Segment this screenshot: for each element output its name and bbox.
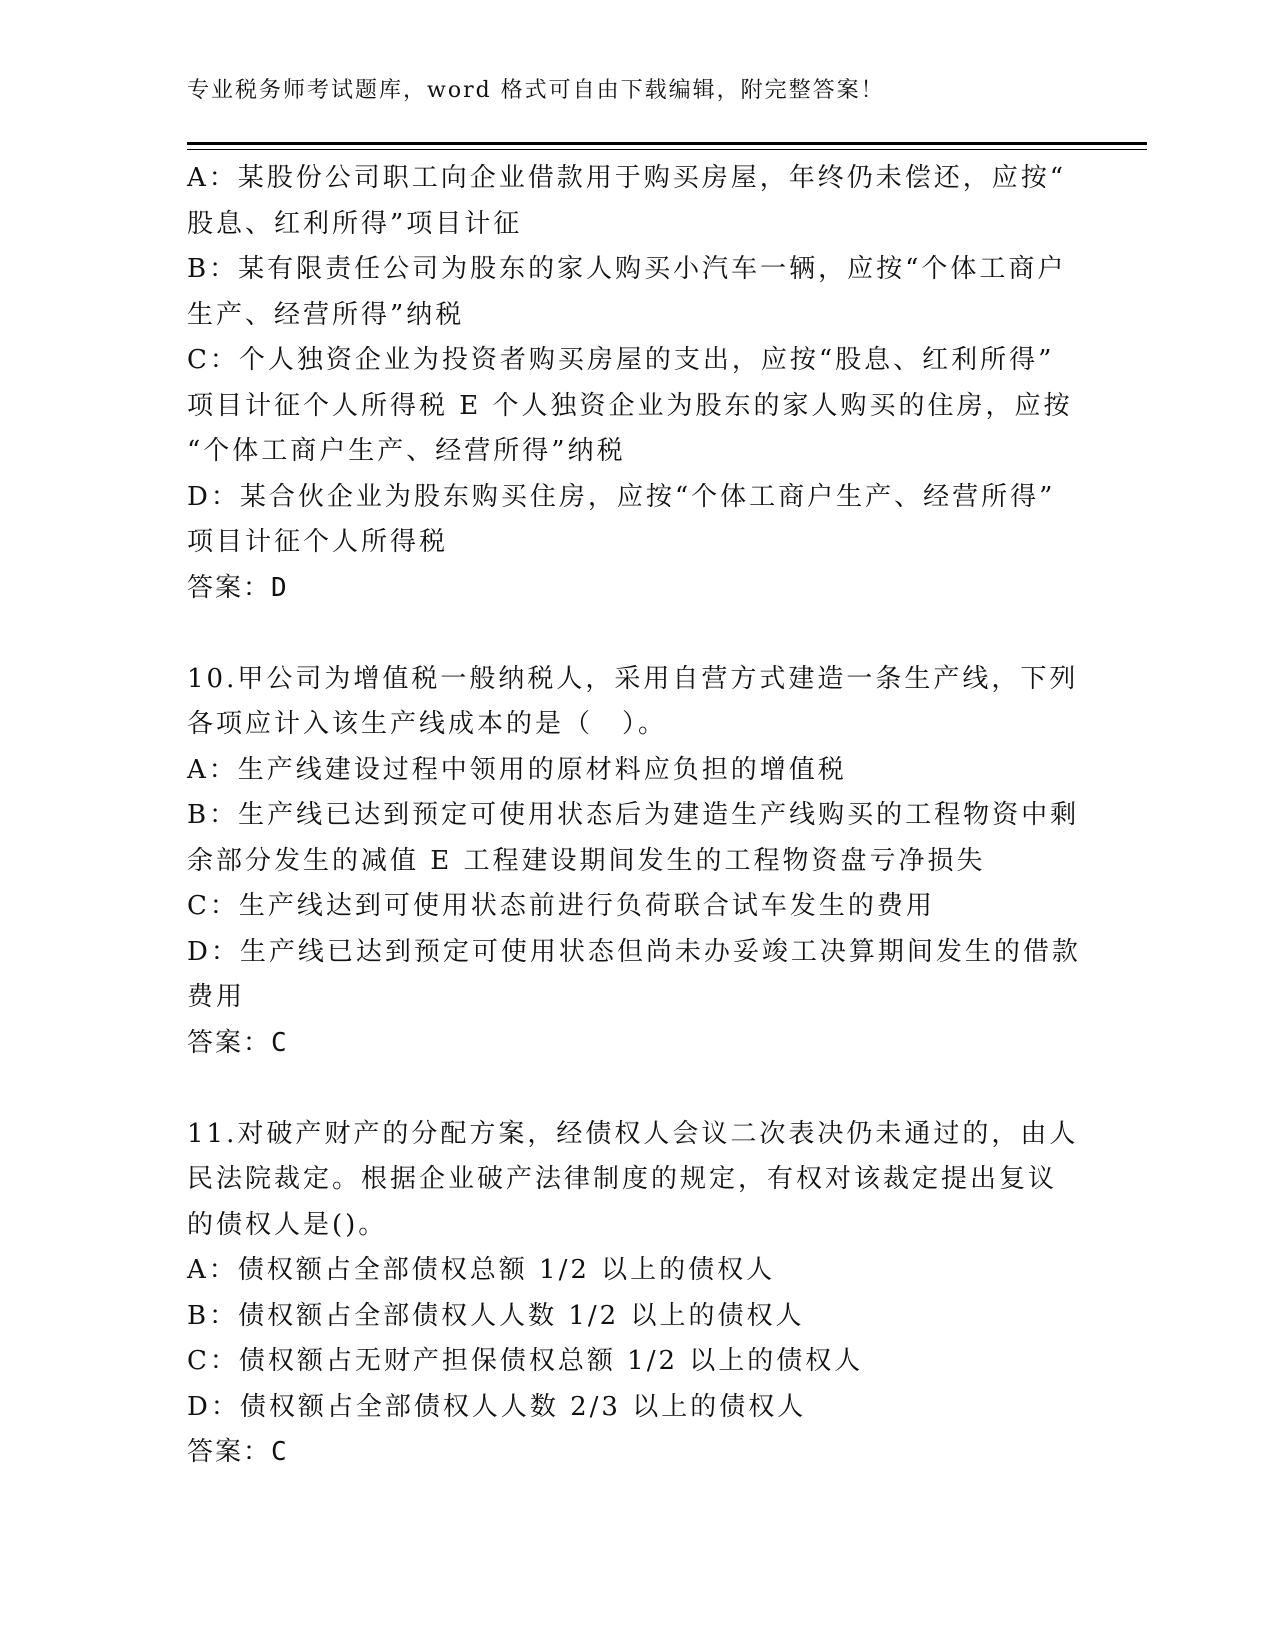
option-line: A：某股份公司职工向企业借款用于购买房屋，年终仍未偿还，应按“ [187,163,1067,193]
question-9 [187,156,1073,611]
document-body [187,156,1081,1476]
option-line: B：债权额占全部债权人人数 1/2 以上的债权人 [187,1300,805,1331]
option-line: C：个人独资企业为投资者购买房屋的支出，应按“股息、红利所得” [187,345,1055,375]
question-stem [187,1112,1079,1249]
question-10 [187,657,1081,1067]
option-b [187,793,1080,884]
stem-line: 10.甲公司为增值税一般纳税人，采用自营方式建造一条生产线，下列 [187,663,1079,694]
option-c [187,338,1073,475]
option-line: 费用 [187,982,246,1012]
question-stem [187,657,1079,748]
option-line: C：生产线达到可使用状态前进行负荷联合试车发生的费用 [187,891,935,921]
option-line: D：某合伙企业为股东购买住房，应按“个体工商户生产、经营所得” [187,481,1056,512]
header-rule-thin [187,149,1147,150]
answer: 答案：D [187,572,289,603]
stem-line: 民法院裁定。根据企业破产法律制度的规定，有权对该裁定提出复议 [187,1164,1058,1194]
option-line: D：债权额占全部债权人人数 2/3 以上的债权人 [187,1391,807,1422]
spacer [187,611,1067,657]
option-d [187,1385,1067,1431]
option-line: 项目计征个人所得税 E 个人独资企业为股东的家人购买的住房，应按 [187,390,1073,421]
option-d [187,930,1081,1021]
option-a [187,748,1067,794]
answer: 答案：C [187,1437,289,1467]
option-b [187,247,1067,338]
option-a [187,1248,1067,1294]
stem-line: 的债权人是()。 [187,1209,388,1240]
option-line: 项目计征个人所得税 [187,527,449,557]
option-c [187,1339,1067,1385]
header-note: 专业税务师考试题库，word 格式可自由下载编辑，附完整答案！ [187,78,885,103]
option-line: D：生产线已达到预定可使用状态但尚未办妥竣工决算期间发生的借款 [187,936,1081,967]
option-d [187,475,1067,566]
spacer [187,1066,1067,1112]
header-rule-thick [187,142,1147,145]
stem-line: 11.对破产财产的分配方案，经债权人会议二次表决仍未通过的，由人 [187,1118,1079,1149]
question-11 [187,1112,1079,1476]
option-line: C：债权额占无财产担保债权总额 1/2 以上的债权人 [187,1346,864,1376]
option-line: A：债权额占全部债权总额 1/2 以上的债权人 [187,1255,776,1285]
option-c [187,884,1067,930]
option-line: 余部分发生的减值 E 工程建设期间发生的工程物资盘亏净损失 [187,845,986,876]
option-a [187,156,1067,247]
stem-line: 各项应计入该生产线成本的是（ ）。 [187,709,668,739]
option-line: “个体工商户生产、经营所得”纳税 [187,436,626,466]
option-line: 生产、经营所得”纳税 [187,299,465,330]
answer: 答案：C [187,1027,289,1058]
option-line: 股息、红利所得”项目计征 [187,208,523,239]
option-line: B：生产线已达到预定可使用状态后为建造生产线购买的工程物资中剩 [187,800,1080,830]
option-line: B：某有限责任公司为股东的家人购买小汽车一辆，应按“个体工商户 [187,254,1067,284]
option-b [187,1294,1067,1340]
option-line: A：生产线建设过程中领用的原材料应负担的增值税 [187,754,847,785]
